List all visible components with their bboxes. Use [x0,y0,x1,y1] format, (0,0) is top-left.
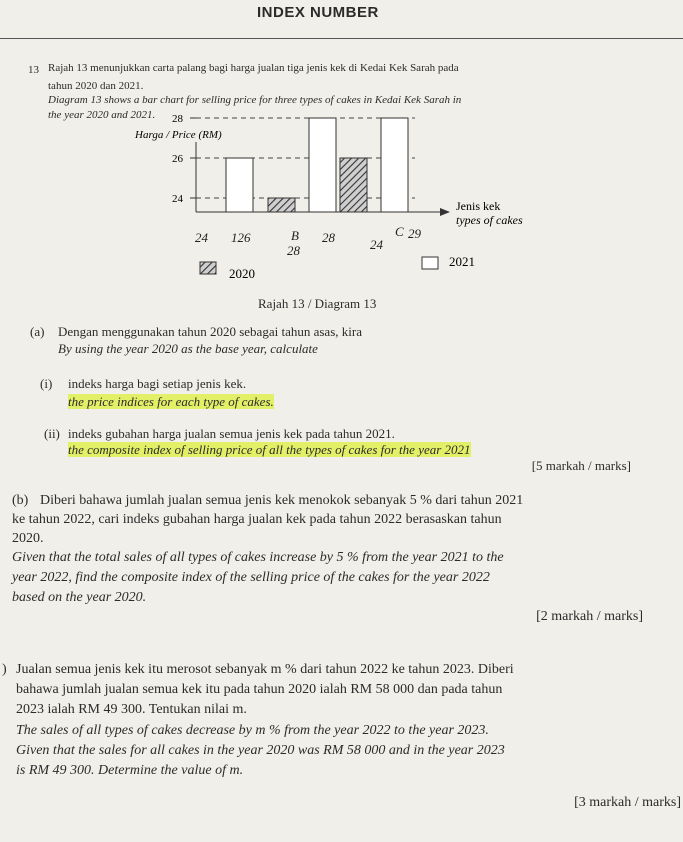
part-c-marks: [3 markah / marks] [574,795,681,810]
part-c-malay-line3: 2023 ialah RM 49 300. Tentukan nilai m. [16,702,247,717]
y-tick-label: 24 [172,193,183,205]
annotation: 126 [231,230,251,245]
part-a-malay: Dengan menggunakan tahun 2020 sebagai tahun asas, kira [58,324,362,339]
part-c-malay-line2: bahawa jumlah jualan semua kek itu pada tahun 2020 ialah RM 58 000 dan pada tahun [16,682,503,697]
question-english-line1: Diagram 13 shows a bar chart for selling price for three types of cakes in Kedai Kek Sarah in [48,94,462,106]
diagram-caption: Rajah 13 / Diagram 13 [258,296,377,311]
part-b-label: (b) [12,493,29,508]
annotation: 28 [287,243,300,258]
y-tick-label: 28 [172,113,183,125]
part-a-english: By using the year 2020 as the base year, calculate [58,341,318,356]
part-c-english-line3: is RM 49 300. Determine the value of m. [16,763,244,778]
annotation: 24 [195,230,208,245]
part-c-english-line1: The sales of all types of cakes decrease by m % from the year 2022 to the year 2023. [16,723,489,738]
part-c-label: ) [2,662,7,677]
question-malay-line2: tahun 2020 dan 2021. [48,80,144,92]
part-b-malay-line3: 2020. [12,531,44,546]
bar-2021-group-2 [309,118,336,212]
annotation: 24 [370,237,383,252]
section-title: INDEX NUMBER [257,4,379,21]
part-a-i-malay: indeks harga bagi setiap jenis kek. [68,376,247,391]
part-a-ii-malay: indeks gubahan harga jualan semua jenis kek pada tahun 2021. [68,426,395,441]
legend-label-2021: 2021 [449,254,475,269]
part-a-i-label: (i) [40,376,53,391]
part-a-label: (a) [30,324,45,339]
question-english-line2: the year 2020 and 2021. [48,109,156,121]
part-a-i-english: the price indices for each type of cakes. [68,394,274,409]
part-c-english-line2: Given that the sales for all cakes in the year 2020 was RM 58 000 and in the year 2023 [16,743,505,758]
part-b-english-line3: based on the year 2020. [12,590,147,605]
bar-2020-group-3 [340,158,367,212]
part-b-malay-line1: Diberi bahawa jumlah jualan semua jenis kek menokok sebanyak 5 % dari tahun 2021 [40,493,524,508]
bar-2020-group-2 [268,198,295,212]
bar-2021-group-3 [381,118,408,212]
annotation: B [291,228,299,243]
y-tick-label: 26 [172,153,183,165]
part-b-english-line1: Given that the total sales of all types of cakes increase by 5 % from the year 2021 to the [12,550,504,565]
part-c-malay-line1: Jualan semua jenis kek itu merosot sebanyak m % dari tahun 2022 ke tahun 2023. Diberi [16,662,514,677]
part-a-ii-label: (ii) [44,426,60,441]
legend-swatch-2020 [200,262,216,274]
part-b-malay-line2: ke tahun 2022, cari indeks gubahan harga jualan kek pada tahun 2022 berasaskan tahun [12,512,502,527]
part-a-marks: [5 markah / marks] [531,458,631,473]
question-malay-line1: Rajah 13 menunjukkan carta palang bagi harga jualan tiga jenis kek di Kedai Kek Sarah pada [48,62,459,74]
part-b-marks: [2 markah / marks] [536,609,643,624]
legend-label-2020: 2020 [229,266,255,281]
bar-2021-group-1 [226,158,253,212]
x-axis-label-english: types of cakes [456,213,523,227]
question-number: 13 [28,64,39,76]
y-axis-label: Harga / Price (RM) [135,129,222,141]
x-axis-label-malay: Jenis kek [456,199,501,213]
x-axis-arrow [440,208,450,216]
part-b-english-line2: year 2022, find the composite index of the selling price of the cakes for the year 2022 [12,570,490,585]
part-a-ii-english: the composite index of selling price of all the types of cakes for the year 2021 [68,442,471,457]
annotation: C [395,224,404,239]
annotation: 28 [322,230,335,245]
legend-swatch-2021 [422,257,438,269]
header-rule [0,38,683,39]
annotation: 29 [408,226,421,241]
